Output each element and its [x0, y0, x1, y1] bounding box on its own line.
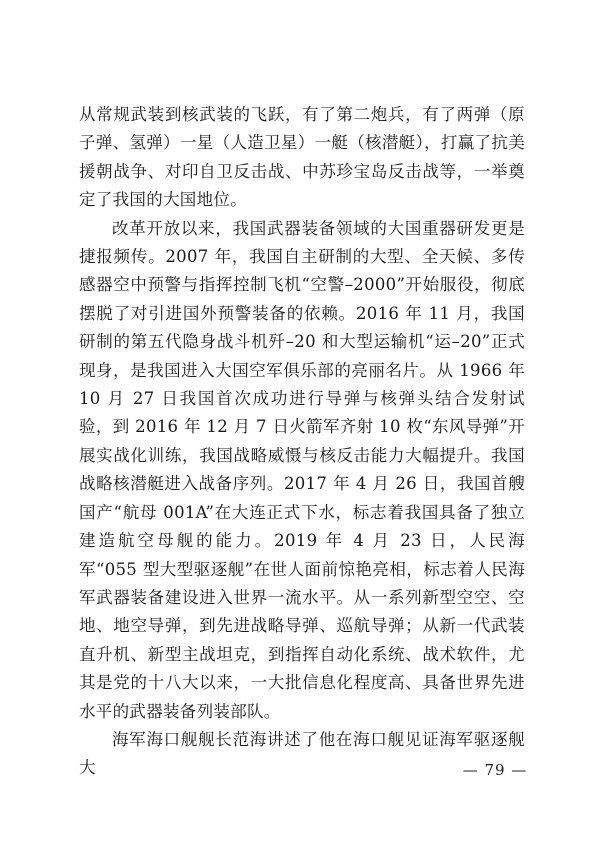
- paragraph-haikou-ship: 海军海口舰舰长范海讲述了他在海口舰见证海军驱逐舰大: [79, 729, 525, 778]
- page-number: — 79 —: [462, 761, 528, 779]
- body-text: [79, 101, 525, 783]
- paragraph-reform-era: 改革开放以来，我国武器装备领域的大国重器研发更是捷报频传。2007 年，我国自主研制的大型、全天候、多传感器空中预警与指挥控制飞机“空警–2000”开始服役，彻底摆脱了对引进国外预警装备的依赖。2016 年 11 月，我国研制的第五代隐身战斗机歼–20 和大型运输机“运–20”正式现身，是我国进入大国空军俱乐部的亮丽名片。从 1966 年 10 月 27 日我国首次成功进行导弹与核弹头结合发射试验，到 2016 年 12 月 7 日火箭军齐射 10 枚“东风导弹”开展实战化训练，我国战略威慑与核反击能力大幅提升。我国战略核潜艇进入战备序列。2017 年 4 月 26 日，我国首艘国产“航母 001A”在大连正式下水，标志着我国具备了独立建造航空母舰的能力。2019 年 4 月 23 日，人民海军“055 型大型驱逐舰”在世人面前惊艳亮相，标志着人民海军武器装备建设进入世界一流水平。从一系列新型空空、空地、地空导弹，到先进战略导弹、巡航导弹；从新一代武装直升机、新型主战坦克，到指挥自动化系统、战术软件，尤其是党的十八大以来，一大批信息化程度高、具备世界先进水平的武器装备列装部队。: [79, 218, 525, 721]
- paragraph-continued: 从常规武装到核武装的飞跃，有了第二炮兵，有了两弹（原子弹、氢弹）一星（人造卫星）一艇（核潜艇），打赢了抗美援朝战争、对印自卫反击战、中苏珍宝岛反击战等，一举奠定了我国的大国地位。: [79, 105, 525, 210]
